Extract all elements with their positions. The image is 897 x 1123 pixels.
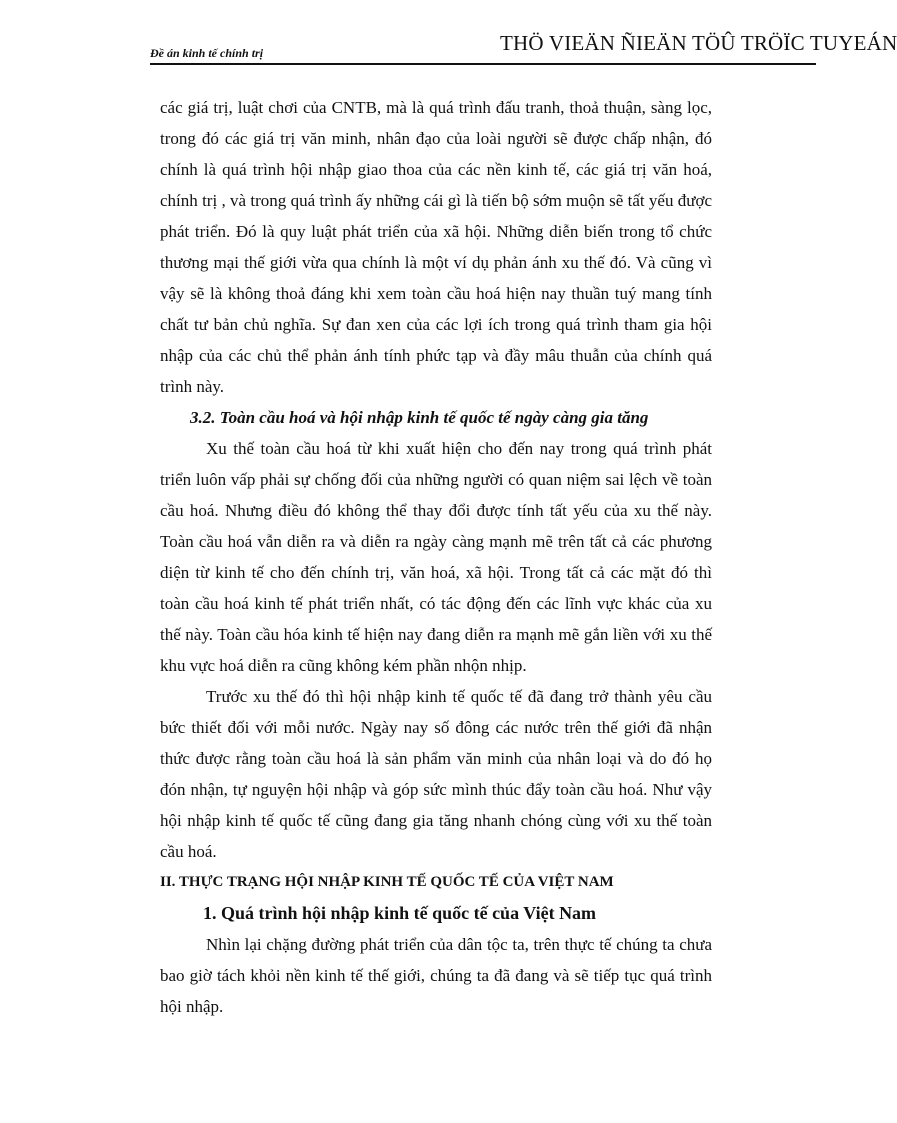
paragraph-vietnam-integration: Nhìn lại chặng đường phát triển của dân tộc ta, trên thực tế chúng ta chưa bao giờ tách khỏi nền kinh tế thế giới, chúng ta đã đang và sẽ tiếp tục quá trình hội nhập. xyxy=(160,935,712,1016)
page-body xyxy=(160,92,712,1022)
paragraph-globalization-trend: Xu thế toàn cầu hoá từ khi xuất hiện cho đến nay trong quá trình phát triển luôn vấp phải sự chống đối của những người có quan niệm sai lệch về toàn cầu hoá. Nhưng điều đó không thể thay đổi được tính tất yếu của xu thế này. Toàn cầu hoá vẫn diễn ra và diễn ra ngày càng mạnh mẽ trên tất cả các phương diện từ kinh tế cho đến chính trị, văn hoá, xã hội. Trong tất cả các mặt đó thì toàn cầu hoá kinh tế phát triển nhất, có tác động đến các lĩnh vực khác của xu thế này. Toàn cầu hóa kinh tế hiện nay đang diễn ra mạnh mẽ gắn liền với xu thế khu vực hoá diễn ra cũng không kém phần nhộn nhịp. xyxy=(160,439,712,675)
chapter-heading-II: II. THỰC TRẠNG HỘI NHẬP KINH TẾ QUỐC TẾ CỦA VIỆT NAM xyxy=(160,874,614,890)
section-heading-1: 1. Quá trình hội nhập kinh tế quốc tế của Việt Nam xyxy=(203,903,597,923)
paragraph-continued: các giá trị, luật chơi của CNTB, mà là quá trình đấu tranh, thoả thuận, sàng lọc, trong đó các giá trị văn minh, nhân đạo của loài người sẽ được chấp nhận, đó chính là quá trình hội nhập giao thoa của các nền kinh tế, các giá trị văn hoá, chính trị , và trong quá trình ấy những cái gì là tiến bộ sớm muộn sẽ tất yếu được phát triển. Đó là quy luật phát triển của xã hội. Những diễn biến trong tổ chức thương mại thế giới vừa qua chính là một ví dụ phản ánh xu thế đó. Và cũng vì vậy sẽ là không thoả đáng khi xem toàn cầu hoá hiện nay thuần tuý mang tính chất tư bản chủ nghĩa. Sự đan xen của các lợi ích trong quá trình tham gia hội nhập của các chủ thể phản ánh tính phức tạp và đầy mâu thuẫn của chính quá trình này. xyxy=(160,98,712,396)
header-library-name: THÖ VIEÄN ÑIEÄN TÖÛ TRÖÏC TUYEÁN xyxy=(500,31,897,55)
paragraph-integration-demand: Trước xu thế đó thì hội nhập kinh tế quốc tế đã đang trở thành yêu cầu bức thiết đối với mỗi nước. Ngày nay số đông các nước trên thế giới đã nhận thức được rằng toàn cầu hoá là sản phẩm văn minh của nhân loại và do đó họ đón nhận, tự nguyện hội nhập và góp sức mình thúc đẩy toàn cầu hoá. Như vậy hội nhập kinh tế quốc tế cũng đang gia tăng nhanh chóng cùng với xu thế toàn cầu hoá. xyxy=(160,687,712,861)
page-header xyxy=(150,30,897,64)
section-heading-3-2: 3.2. Toàn cầu hoá và hội nhập kinh tế quốc tế ngày càng gia tăng xyxy=(190,408,649,427)
header-document-title: Đề án kinh tế chính trị xyxy=(150,46,264,60)
header-rule xyxy=(150,63,816,65)
